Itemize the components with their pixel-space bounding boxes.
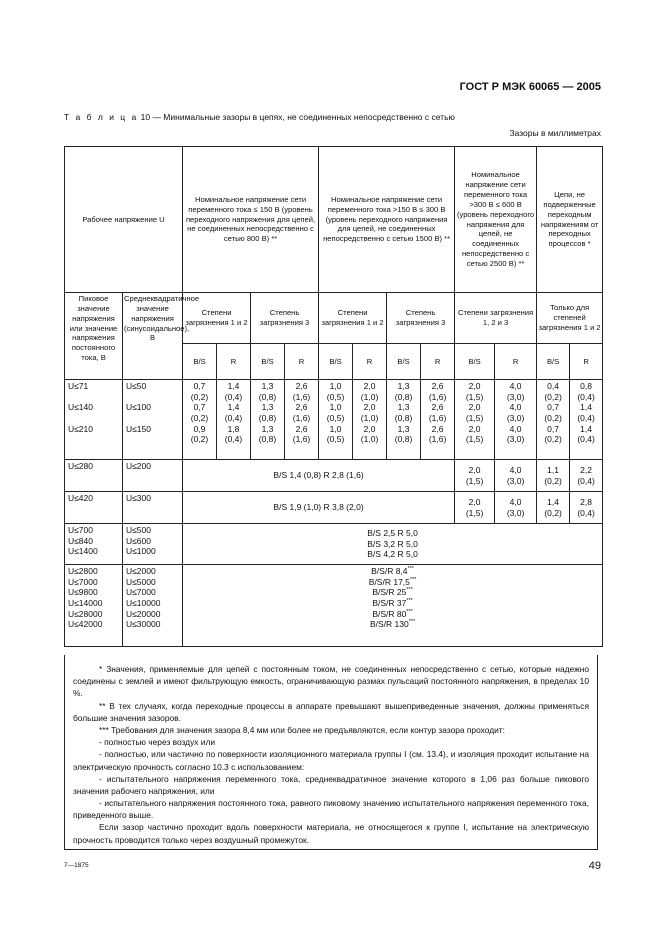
note-1: * Значения, применяемые для цепей с постоянным током, не соединенных непосредственно с сетью, которые надежно соединены с землей и имеют фильтрующую емкость, ограничивающую размах пульсаций постоянного напряжения, в пределах 10 %.: [73, 664, 589, 699]
units-note: Зазоры в миллиметрах: [509, 128, 601, 138]
pd12-header-g2: Степени загрязнения 1 и 2: [319, 293, 387, 344]
group2-header: Номинальное напряжение сети переменного тока >150 В ≤ 300 В (уровень переходного напряжения для цепей, не соединенных непосредственно с сетью 1500 В) **: [319, 147, 455, 293]
working-voltage-header: Рабочее напряжение U: [65, 147, 183, 293]
value-cell: 2,8 (0,4): [570, 492, 603, 524]
peak-cell: U≤420: [65, 492, 123, 524]
r-header: R: [285, 344, 319, 380]
value-cell: 1,1 (0,2): [537, 460, 570, 492]
value-cell: 4,0 (3,0): [495, 492, 537, 524]
bs-header: B/S: [537, 344, 570, 380]
table-caption: [64, 112, 455, 122]
merged-value-cell-b: B/S 2,5 R 5,0 B/S 3,2 R 5,0 B/S 4,2 R 5,0: [183, 524, 603, 565]
group4-header: Цепи, не подверженные переходным напряжениям от переходных процессов *: [537, 147, 603, 293]
merged-value-cell-c: B/S/R 8,4*** B/S/R 17,5*** B/S/R 25*** B/S/R 37*** B/S/R 80*** B/S/R 130***: [183, 565, 603, 647]
value-column: 4,0 (3,0) 4,0 (3,0) 4,0 (3,0): [495, 380, 537, 460]
peak-cell: U≤280: [65, 460, 123, 492]
value-column: 2,6 (1,6) 2,6 (1,6) 2,6 (1,6): [285, 380, 319, 460]
note-4: - полностью через воздух или: [99, 737, 216, 748]
value-column: 0,4 (0,2) 0,7 (0,2) 0,7 (0,2): [537, 380, 570, 460]
pd3-header-g1: Степень загрязнения 3: [251, 293, 319, 344]
rms-cell-a: U≤50 U≤100 U≤150: [123, 380, 183, 460]
peak-cell-b: U≤700 U≤840 U≤1400: [65, 524, 123, 565]
pd123-header: Степени загрязнения 1, 2 и 3: [455, 293, 537, 344]
table-notes: [64, 655, 598, 850]
rms-cell: U≤200: [123, 460, 183, 492]
value-cell: 4,0 (3,0): [495, 460, 537, 492]
value-cell: 2,2 (0,4): [570, 460, 603, 492]
page-number: 49: [588, 860, 601, 872]
pd12-only-header: Только для степеней загрязнения 1 и 2: [537, 293, 603, 344]
bs-header: B/S: [183, 344, 217, 380]
group1-header: Номинальное напряжение сети переменного тока ≤ 150 В (уровень переходного напряжения для цепей, не соединенных непосредственно с сетью 800 В) **: [183, 147, 319, 293]
caption-prefix: Т а б л и ц а: [64, 112, 139, 122]
note-5: - полностью, или частично по поверхности изоляционного материала группы I (см. 13.4), и изоляция проходит испытание на электрическую прочность согласно 10.3 с использованием:: [73, 749, 589, 772]
bs-header: B/S: [251, 344, 285, 380]
print-mark: 7—1875: [64, 862, 89, 869]
standard-code: ГОСТ Р МЭК 60065 — 2005: [459, 81, 601, 93]
note-7: - испытательного напряжения постоянного тока, равного пиковому значению испытательного напряжения переменного тока, приведенного выше.: [73, 798, 589, 821]
value-column: 2,0 (1,0) 2,0 (1,0) 2,0 (1,0): [353, 380, 387, 460]
value-column: 1,4 (0,4) 1,4 (0,4) 1,8 (0,4): [217, 380, 251, 460]
r-header: R: [495, 344, 537, 380]
peak-cell-c: U≤2800 U≤7000 U≤9800 U≤14000 U≤28000 U≤42000: [65, 565, 123, 647]
r-header: R: [570, 344, 603, 380]
value-column: 2,6 (1,6) 2,6 (1,6) 2,6 (1,6): [421, 380, 455, 460]
rms-cell-b: U≤500 U≤600 U≤1000: [123, 524, 183, 565]
note-2: ** В тех случаях, когда переходные процессы в аппарате превышают вышеприведенные значения, должны применяться большие значения зазоров.: [73, 700, 589, 723]
note-3: *** Требования для значения зазора 8,4 мм или более не предъявляются, если контур зазора проходит:: [99, 724, 505, 735]
bs-header: B/S: [455, 344, 495, 380]
merged-value-cell: B/S 1,4 (0,8) R 2,8 (1,6): [183, 460, 455, 492]
r-header: R: [353, 344, 387, 380]
rms-cell-c: U≤2000 U≤5000 U≤7000 U≤10000 U≤20000 U≤30000: [123, 565, 183, 647]
value-column: 2,0 (1,5) 2,0 (1,5) 2,0 (1,5): [455, 380, 495, 460]
bs-header: B/S: [319, 344, 353, 380]
clearance-table: [64, 146, 603, 647]
note-6: - испытательного напряжения переменного тока, среднеквадратичное значение которого в 1,06 раз больше пикового значения рабочего напряжения, или: [73, 773, 589, 796]
peak-cell-a: U≤71 U≤140 U≤210: [65, 380, 123, 460]
pd12-header-g1: Степени загрязнения 1 и 2: [183, 293, 251, 344]
value-cell: 2,0 (1,5): [455, 460, 495, 492]
peak-header: Пиковое значение напряжения или значение напряжения постоянного тока, В: [65, 293, 123, 380]
value-cell: 2,0 (1,5): [455, 492, 495, 524]
value-column: 1,3 (0,8) 1,3 (0,8) 1,3 (0,8): [387, 380, 421, 460]
rms-cell: U≤300: [123, 492, 183, 524]
value-column: 1,3 (0,8) 1,3 (0,8) 1,3 (0,8): [251, 380, 285, 460]
value-column: 0,7 (0,2) 0,7 (0,2) 0,9 (0,2): [183, 380, 217, 460]
value-column: 0,8 (0,4) 1,4 (0,4) 1,4 (0,4): [570, 380, 603, 460]
note-8: Если зазор частично проходит вдоль поверхности материала, не относящегося к группе I, испытание на электрическую прочность проводится только через воздушный промежуток.: [73, 822, 589, 845]
pd3-header-g2: Степень загрязнения 3: [387, 293, 455, 344]
r-header: R: [421, 344, 455, 380]
group3-header: Номинальное напряжение сети переменного тока >300 В ≤ 600 В (уровень переходного напряжения для цепей, не соединенных непосредственно с сетью 2500 В) **: [455, 147, 537, 293]
bs-header: B/S: [387, 344, 421, 380]
value-column: 1,0 (0,5) 1,0 (0,5) 1,0 (0,5): [319, 380, 353, 460]
caption-title: 10 — Минимальные зазоры в цепях, не соединенных непосредственно с сетью: [138, 112, 455, 122]
r-header: R: [217, 344, 251, 380]
rms-header: Среднеквадратичное значение напряжения (синусоидальное), В: [123, 293, 183, 380]
value-cell: 1,4 (0,2): [537, 492, 570, 524]
merged-value-cell: B/S 1,9 (1,0) R 3,8 (2,0): [183, 492, 455, 524]
